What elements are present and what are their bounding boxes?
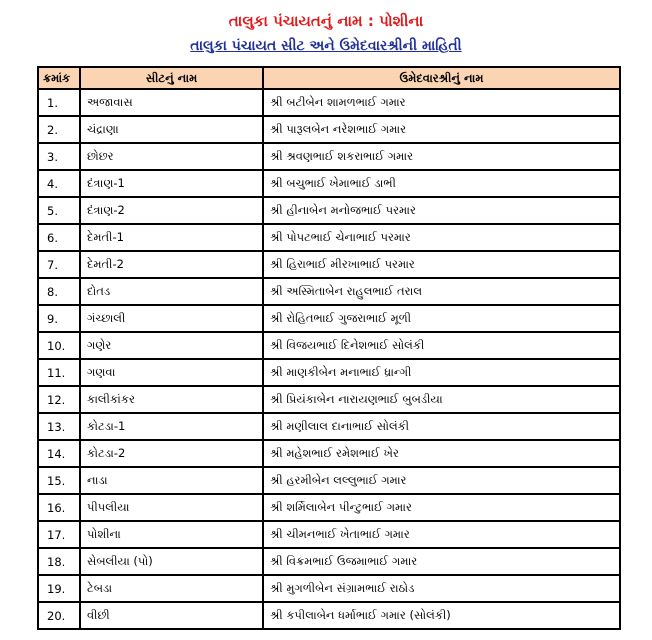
seat-name-cell: નાડા bbox=[80, 467, 263, 494]
seat-name-cell: દેમતી-1 bbox=[80, 224, 263, 251]
serial-no-cell: 6. bbox=[38, 224, 80, 251]
serial-no-cell: 13. bbox=[38, 413, 80, 440]
candidate-name-cell: શ્રી હીનાબેન મનોજભાઈ પરમાર bbox=[263, 197, 620, 224]
seat-name-cell: ગણેર bbox=[80, 332, 263, 359]
serial-no-cell: 3. bbox=[38, 143, 80, 170]
candidates-table bbox=[37, 66, 621, 630]
candidate-name-cell: શ્રી હિરાભાઈ મીરખાભાઈ પરમાર bbox=[263, 251, 620, 278]
serial-no-cell: 9. bbox=[38, 305, 80, 332]
table-row bbox=[38, 440, 620, 467]
serial-no-cell: 17. bbox=[38, 521, 80, 548]
table-row bbox=[38, 116, 620, 143]
table-row bbox=[38, 359, 620, 386]
candidate-name-cell: શ્રી રોહિતભાઈ ગુજરાભાઈ મૂળી bbox=[263, 305, 620, 332]
table-row bbox=[38, 278, 620, 305]
candidate-name-cell: શ્રી બચુભાઈ ખેમાભાઈ ડાભી bbox=[263, 170, 620, 197]
serial-no-cell: 2. bbox=[38, 116, 80, 143]
seat-name-cell: દંત્રાણ-2 bbox=[80, 197, 263, 224]
candidate-name-cell: શ્રી હરમીબેન લલ્લુભાઈ ગમાર bbox=[263, 467, 620, 494]
candidate-name-cell: શ્રી કપીલાબેન ધર્માભાઈ ગમાર (સોલંકી) bbox=[263, 602, 620, 629]
table-row bbox=[38, 413, 620, 440]
table-row bbox=[38, 170, 620, 197]
candidate-name-cell: શ્રી મહેશભાઈ રમેશભાઈ ખેર bbox=[263, 440, 620, 467]
serial-no-cell: 5. bbox=[38, 197, 80, 224]
serial-no-cell: 19. bbox=[38, 575, 80, 602]
seat-name-cell: પોશીના bbox=[80, 521, 263, 548]
candidate-name-cell: શ્રી બટીબેન શામળભાઈ ગમાર bbox=[263, 89, 620, 116]
table-row bbox=[38, 386, 620, 413]
seat-name-cell: સેબલીયા (પો) bbox=[80, 548, 263, 575]
table-row bbox=[38, 197, 620, 224]
serial-no-cell: 4. bbox=[38, 170, 80, 197]
candidate-name-cell: શ્રી શર્મિલાબેન પીન્ટુભાઈ ગમાર bbox=[263, 494, 620, 521]
serial-no-cell: 8. bbox=[38, 278, 80, 305]
page-title: તાલુકા પંચાયતનું નામ : પોશીના bbox=[228, 12, 424, 30]
candidate-name-cell: શ્રી પારૂલબેન નરેશભાઈ ગમાર bbox=[263, 116, 620, 143]
seat-name-cell: ટેબડા bbox=[80, 575, 263, 602]
serial-no-cell: 16. bbox=[38, 494, 80, 521]
seat-name-cell: પીપલીયા bbox=[80, 494, 263, 521]
candidate-name-cell: શ્રી વિક્રમભાઈ ઉજમાભાઈ ગમાર bbox=[263, 548, 620, 575]
table-row bbox=[38, 521, 620, 548]
table-row bbox=[38, 575, 620, 602]
candidate-name-cell: શ્રી વિજયભાઈ દિનેશભાઈ સોલંકી bbox=[263, 332, 620, 359]
seat-name-cell: ચંદ્રાણા bbox=[80, 116, 263, 143]
table-row bbox=[38, 494, 620, 521]
seat-name-cell: કોટડા-1 bbox=[80, 413, 263, 440]
serial-no-cell: 12. bbox=[38, 386, 80, 413]
serial-no-cell: 18. bbox=[38, 548, 80, 575]
header-serial-no: ક્રમાંક bbox=[38, 67, 80, 89]
seat-name-cell: અજાવાસ bbox=[80, 89, 263, 116]
seat-name-cell: કોટડા-2 bbox=[80, 440, 263, 467]
table-row bbox=[38, 224, 620, 251]
table-row bbox=[38, 467, 620, 494]
page-subtitle: તાલુકા પંચાયત સીટ અને ઉમેદવારશ્રીની માહિતી bbox=[190, 38, 462, 54]
serial-no-cell: 15. bbox=[38, 467, 80, 494]
serial-no-cell: 10. bbox=[38, 332, 80, 359]
seat-name-cell: દંત્રાણ-1 bbox=[80, 170, 263, 197]
serial-no-cell: 14. bbox=[38, 440, 80, 467]
seat-name-cell: કાલીકાંકર bbox=[80, 386, 263, 413]
candidate-name-cell: શ્રી અસ્મિતાબેન રાહુલભાઈ તરાલ bbox=[263, 278, 620, 305]
table-row bbox=[38, 251, 620, 278]
candidate-name-cell: શ્રી ચીમનભાઈ ખેતાભાઈ ગમાર bbox=[263, 521, 620, 548]
serial-no-cell: 1. bbox=[38, 89, 80, 116]
table-row bbox=[38, 602, 620, 629]
table-row bbox=[38, 143, 620, 170]
candidate-name-cell: શ્રી માણકીબેન મનાભાઈ ધ્રાન્ગી bbox=[263, 359, 620, 386]
serial-no-cell: 20. bbox=[38, 602, 80, 629]
table-header-row bbox=[38, 67, 620, 89]
candidate-name-cell: શ્રી પ્રિયંકાબેન નારાયણભાઈ બુબડીયા bbox=[263, 386, 620, 413]
serial-no-cell: 7. bbox=[38, 251, 80, 278]
header-seat-name: સીટનું નામ bbox=[80, 67, 263, 89]
seat-name-cell: ગંચ્છાલી bbox=[80, 305, 263, 332]
seat-name-cell: દેમતી-2 bbox=[80, 251, 263, 278]
candidate-name-cell: શ્રી મુગળીબેન સંગ્રામભાઈ રાઠોડ bbox=[263, 575, 620, 602]
seat-name-cell: વીછી bbox=[80, 602, 263, 629]
seat-name-cell: દોતડ bbox=[80, 278, 263, 305]
candidate-name-cell: શ્રી મણીલાલ દાનાભાઈ સોલંકી bbox=[263, 413, 620, 440]
seat-name-cell: છોછર bbox=[80, 143, 263, 170]
table-row bbox=[38, 89, 620, 116]
candidate-name-cell: શ્રી પોપટભાઈ ચેનાભાઈ પરમાર bbox=[263, 224, 620, 251]
serial-no-cell: 11. bbox=[38, 359, 80, 386]
header-candidate-name: ઉમેદવારશ્રીનું નામ bbox=[263, 67, 620, 89]
seat-name-cell: ગણવા bbox=[80, 359, 263, 386]
table-row bbox=[38, 548, 620, 575]
candidate-name-cell: શ્રી શ્રવણભાઈ શકરાભાઈ ગમાર bbox=[263, 143, 620, 170]
table-row bbox=[38, 332, 620, 359]
table-row bbox=[38, 305, 620, 332]
